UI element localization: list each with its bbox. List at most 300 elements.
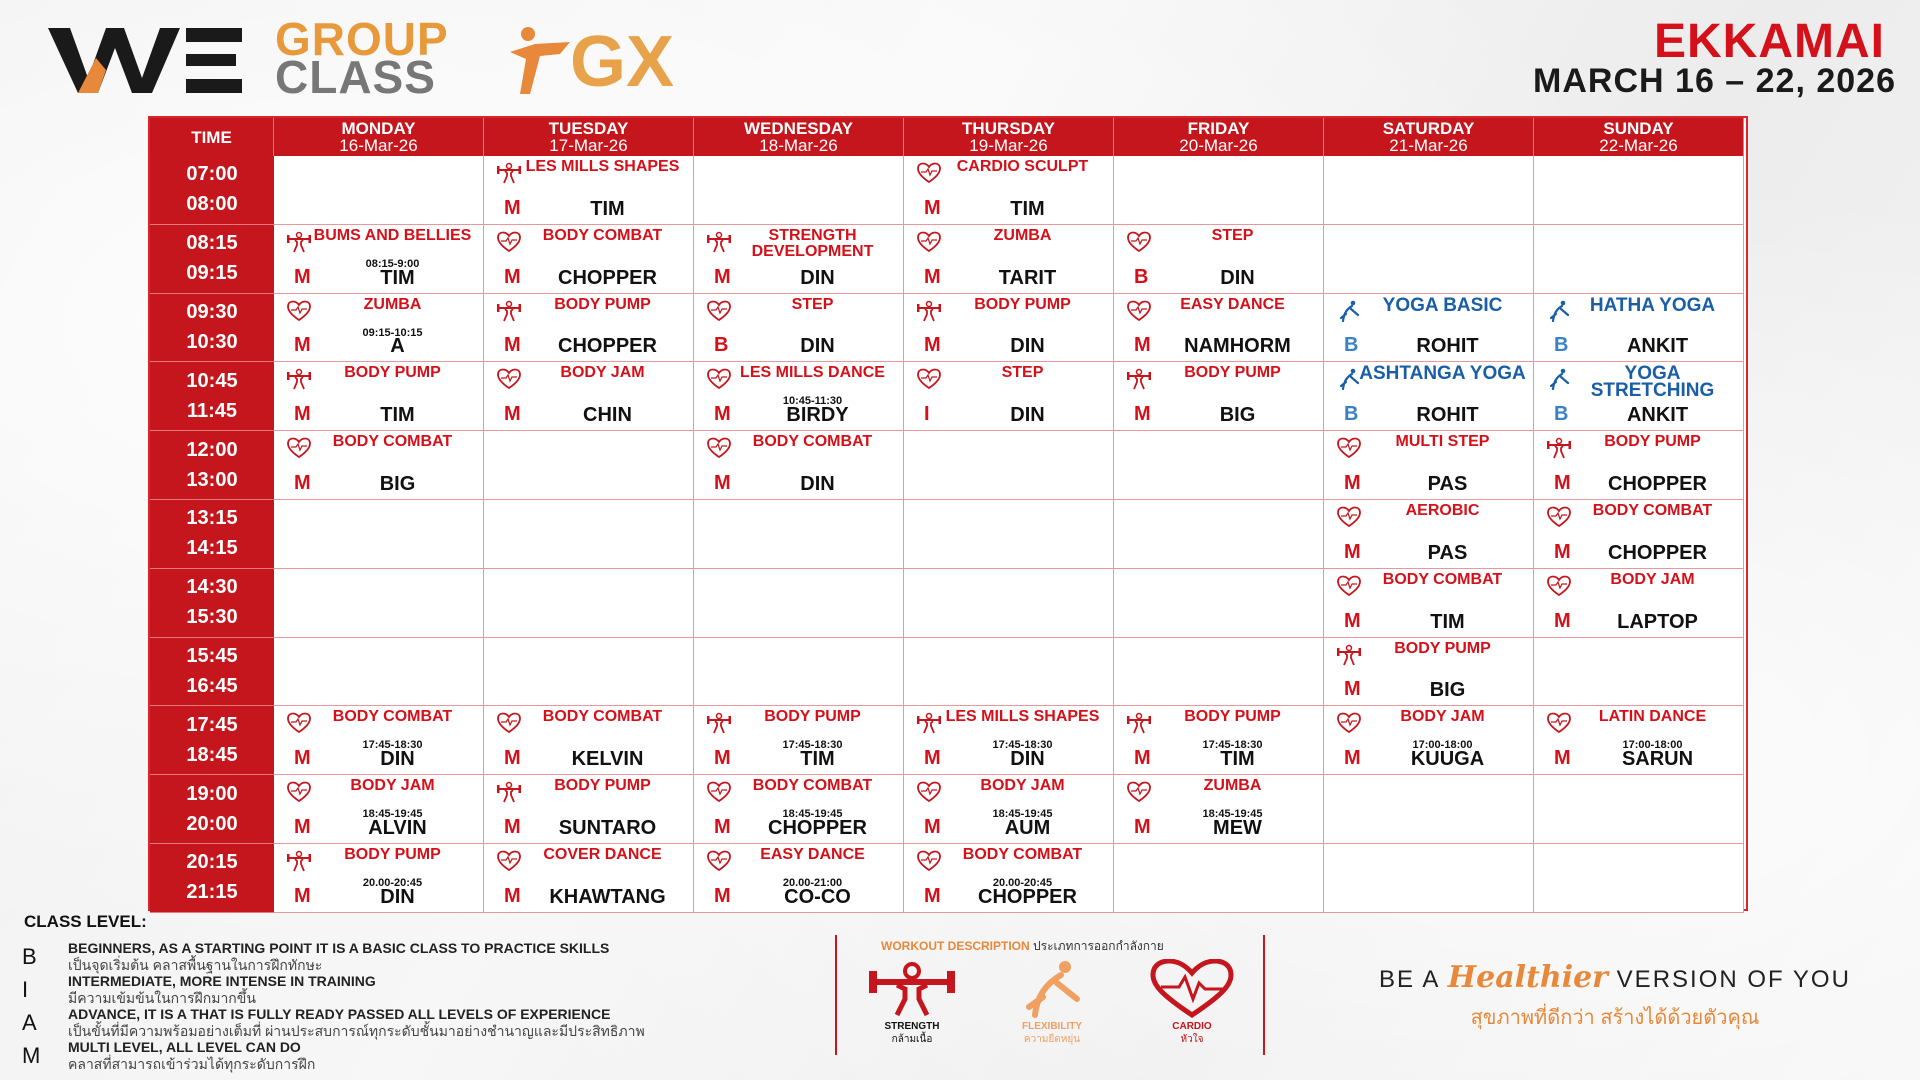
class-instructor: NAMHORM [1184, 335, 1291, 358]
class-time: 17:00-18:00 [1622, 739, 1683, 752]
class-cell[interactable] [274, 362, 484, 431]
class-level: M [924, 815, 941, 838]
level-description-th: คลาสที่สามารถเข้าร่วมได้ทุกระดับการฝึก [68, 1056, 316, 1072]
class-name: BUMS AND BELLIES [313, 226, 472, 244]
class-instructor: DIN [800, 266, 835, 289]
level-description-en: ADVANCE, IT IS A THAT IS FULLY READY PASSED ALL LEVELS OF EXPERIENCE [68, 1006, 611, 1022]
day-date: 16-Mar-26 [339, 136, 418, 155]
empty-cell [1324, 225, 1534, 294]
class-level: M [294, 334, 311, 357]
time-slot [150, 156, 274, 225]
empty-cell [694, 156, 904, 225]
class-cell[interactable] [484, 294, 694, 363]
slogan-pre: BE A [1379, 966, 1440, 993]
class-cell[interactable] [274, 844, 484, 913]
class-instructor: DIN [1010, 404, 1045, 427]
class-level: B [1344, 334, 1359, 357]
class-cell[interactable] [484, 362, 694, 431]
class-instructor: SARUN [1621, 748, 1694, 771]
class-cell[interactable] [1324, 362, 1534, 431]
class-time: 20.00-21:00 [782, 876, 843, 889]
flexibility-legend [997, 959, 1107, 1047]
class-instructor: DIN [1010, 748, 1045, 771]
empty-cell [904, 569, 1114, 638]
class-cell[interactable] [274, 431, 484, 500]
class-instructor: ALVIN [368, 816, 427, 839]
class-instructor: TIM [1220, 748, 1255, 771]
class-name: BODY COMBAT [962, 845, 1083, 863]
class-instructor: CHOPPER [768, 816, 867, 839]
time-slot [150, 225, 274, 294]
class-cell[interactable] [1114, 225, 1324, 294]
day-header [694, 118, 904, 156]
class-cell[interactable] [904, 156, 1114, 225]
time-slot [150, 294, 274, 363]
class-name: BODY COMBAT [1382, 570, 1503, 588]
slot-start-time: 17:45 [186, 713, 238, 736]
strength-icon [867, 959, 957, 1019]
empty-cell [1534, 225, 1744, 294]
class-instructor: TIM [800, 748, 835, 771]
class-name: BODY PUMP [764, 708, 861, 726]
class-cell[interactable] [1534, 362, 1744, 431]
level-description-th: มีความเข้มข้นในการฝึกมากขึ้น [68, 990, 256, 1006]
class-name: ZUMBA [363, 295, 422, 313]
empty-cell [274, 569, 484, 638]
class-cell[interactable] [1114, 294, 1324, 363]
class-cell[interactable] [274, 706, 484, 775]
workout-title-th: ประเภทการออกกำลังกาย [1033, 939, 1164, 953]
time-slot [150, 569, 274, 638]
slot-start-time: 09:30 [186, 301, 238, 324]
class-level: M [504, 884, 521, 907]
slogan [1350, 960, 1880, 1033]
day-date: 19-Mar-26 [969, 136, 1048, 155]
empty-cell [1534, 844, 1744, 913]
empty-cell [904, 638, 1114, 707]
class-instructor: CHOPPER [978, 885, 1077, 908]
class-instructor: DIN [1010, 335, 1045, 358]
class-level: M [1134, 815, 1151, 838]
empty-cell [1534, 775, 1744, 844]
class-instructor: TARIT [998, 266, 1057, 289]
class-level: M [1344, 540, 1361, 563]
class-level-title: CLASS LEVEL: [24, 912, 147, 931]
class-time: 09:15-10:15 [362, 326, 423, 339]
empty-cell [1324, 775, 1534, 844]
slot-start-time: 15:45 [186, 645, 238, 668]
slot-end-time: 13:00 [186, 468, 238, 491]
workout-description-title [881, 937, 1164, 956]
class-cell[interactable] [484, 706, 694, 775]
level-code: B [22, 944, 37, 969]
slot-start-time: 10:45 [186, 369, 238, 392]
class-name: BODY PUMP [344, 364, 441, 382]
class-instructor: KUUGA [1410, 748, 1485, 771]
class-level: M [1344, 678, 1361, 701]
class-instructor: BIG [1429, 679, 1466, 702]
empty-cell [274, 500, 484, 569]
slot-end-time: 18:45 [186, 743, 238, 766]
class-cell[interactable] [694, 844, 904, 913]
class-instructor: CHOPPER [1608, 541, 1707, 564]
class-level: B [1344, 403, 1359, 426]
class-name: BODY PUMP [554, 777, 651, 795]
class-instructor: TIM [1430, 610, 1465, 633]
class-instructor: DIN [380, 885, 415, 908]
class-instructor: DIN [380, 748, 415, 771]
we-logo-text: WE [48, 18, 50, 19]
class-level: M [1134, 403, 1151, 426]
class-name: COVER DANCE [543, 845, 662, 863]
empty-cell [484, 638, 694, 707]
time-header-label: TIME [191, 127, 232, 147]
class-instructor: PAS [1427, 472, 1468, 495]
empty-cell [1114, 500, 1324, 569]
class-instructor: TIM [1010, 197, 1045, 220]
class-level: M [924, 265, 941, 288]
class-instructor: SUNTARO [558, 816, 657, 839]
class-instructor: ROHIT [1416, 335, 1479, 358]
level-description-en: BEGINNERS, AS A STARTING POINT IT IS A BASIC CLASS TO PRACTICE SKILLS [68, 940, 610, 956]
class-instructor: CO-CO [784, 885, 851, 908]
workout-title-en: WORKOUT DESCRIPTION [881, 939, 1030, 953]
class-instructor: PAS [1427, 541, 1468, 564]
class-instructor: BIG [1219, 404, 1256, 427]
level-row [20, 1004, 820, 1037]
class-time: 17:00-18:00 [1412, 739, 1473, 752]
slot-end-time: 08:00 [186, 193, 238, 216]
class-cell[interactable] [904, 706, 1114, 775]
class-name: BODY COMBAT [332, 708, 453, 726]
class-cell[interactable] [904, 362, 1114, 431]
date-range: MARCH 16 – 22, 2026 [1533, 62, 1896, 100]
class-level: M [294, 471, 311, 494]
class-instructor: CHOPPER [1608, 472, 1707, 495]
slot-start-time: 08:15 [186, 232, 238, 255]
class-cell[interactable] [694, 431, 904, 500]
class-cell[interactable] [904, 844, 1114, 913]
class-cell[interactable] [484, 775, 694, 844]
empty-cell [274, 638, 484, 707]
class-instructor: CHIN [583, 404, 632, 427]
class-level: M [504, 403, 521, 426]
slot-end-time: 09:15 [186, 262, 238, 285]
day-name: WEDNESDAY [744, 119, 853, 138]
class-cell[interactable] [1534, 500, 1744, 569]
class-level: M [714, 403, 731, 426]
empty-cell [1534, 156, 1744, 225]
time-slot [150, 844, 274, 913]
time-header [150, 118, 274, 156]
class-level: M [1134, 747, 1151, 770]
day-name: FRIDAY [1187, 119, 1250, 138]
time-slot [150, 500, 274, 569]
class-time: 10:45-11:30 [782, 395, 843, 408]
gx-logo [500, 14, 730, 99]
day-date: 22-Mar-26 [1599, 136, 1678, 155]
empty-cell [1114, 156, 1324, 225]
class-name: BODY PUMP [974, 295, 1071, 313]
empty-cell [904, 500, 1114, 569]
time-slot [150, 638, 274, 707]
class-cell[interactable] [1324, 706, 1534, 775]
class-level: M [714, 747, 731, 770]
day-header [1114, 118, 1324, 156]
class-schedule-table [148, 116, 1748, 911]
class-time: 18:45-19:45 [1202, 808, 1263, 821]
class-name: AEROBIC [1405, 501, 1480, 519]
class-level: M [714, 265, 731, 288]
class-instructor: TIM [380, 404, 415, 427]
class-name: BODY COMBAT [332, 433, 453, 451]
level-description-th: เป็นขั้นที่มีความพร้อมอย่างเต็มที่ ผ่านประสบการณ์ทุกระดับชั้นมาอย่างชำนาญและมีประสิทธิภาพ [68, 1023, 645, 1039]
class-name: BODY PUMP [1394, 639, 1491, 657]
class-level: M [294, 884, 311, 907]
class-level: M [504, 196, 521, 219]
strength-label-en: STRENGTH [884, 1021, 940, 1032]
class-level: M [294, 747, 311, 770]
time-slot [150, 362, 274, 431]
class-time: 17:45-18:30 [362, 739, 423, 752]
level-row [20, 938, 820, 971]
flexibility-icon [1007, 959, 1097, 1019]
empty-cell [694, 638, 904, 707]
class-name: BODY COMBAT [752, 433, 873, 451]
empty-cell [1324, 156, 1534, 225]
class-instructor: TIM [590, 197, 625, 220]
level-description-en: INTERMEDIATE, MORE INTENSE IN TRAINING [68, 973, 376, 989]
cardio-icon [1147, 959, 1237, 1019]
class-name: STEP [791, 295, 834, 313]
class-cell[interactable] [694, 225, 904, 294]
class-name: BODY COMBAT [1592, 501, 1713, 519]
slot-start-time: 07:00 [186, 163, 238, 186]
class-instructor: ANKIT [1626, 335, 1689, 358]
class-cell[interactable] [904, 225, 1114, 294]
empty-cell [484, 569, 694, 638]
strength-legend [857, 959, 967, 1047]
flexibility-label-en: FLEXIBILITY [1022, 1021, 1082, 1032]
slot-end-time: 15:30 [186, 606, 238, 629]
class-cell[interactable] [484, 156, 694, 225]
class-level: M [294, 265, 311, 288]
day-header [1534, 118, 1744, 156]
location-title: EKKAMAI [1654, 15, 1885, 68]
time-slot [150, 706, 274, 775]
class-name: CARDIO SCULPT [956, 158, 1089, 175]
brand-group-class [275, 13, 449, 103]
slot-end-time: 11:45 [186, 399, 238, 422]
class-name: MULTI STEP [1395, 433, 1490, 451]
class-instructor: AUM [1004, 816, 1051, 839]
day-name: MONDAY [341, 119, 416, 138]
day-header [484, 118, 694, 156]
day-date: 17-Mar-26 [549, 136, 628, 155]
cardio-label-th: หัวใจ [1180, 1034, 1204, 1045]
class-level: M [504, 747, 521, 770]
class-cell[interactable] [1324, 500, 1534, 569]
class-level: M [1554, 609, 1571, 632]
class-cell[interactable] [1324, 569, 1534, 638]
class-instructor: BIRDY [786, 404, 849, 427]
empty-cell [1114, 431, 1324, 500]
class-cell[interactable] [1324, 638, 1534, 707]
class-instructor: ANKIT [1626, 404, 1689, 427]
empty-cell [274, 156, 484, 225]
class-instructor: KHAWTANG [549, 885, 666, 908]
class-level: M [924, 884, 941, 907]
slot-start-time: 14:30 [186, 576, 238, 599]
class-name: BODY JAM [560, 364, 645, 382]
class-name: HATHA YOGA [1589, 294, 1716, 316]
class-level: M [504, 265, 521, 288]
empty-cell [484, 431, 694, 500]
class-name: ASHTANGA YOGA [1359, 363, 1526, 385]
class-cell[interactable] [1534, 569, 1744, 638]
class-level: I [924, 403, 930, 426]
time-slot [150, 431, 274, 500]
empty-cell [1324, 844, 1534, 913]
slot-end-time: 20:00 [186, 812, 238, 835]
workout-description [835, 935, 1265, 1055]
class-cell[interactable] [1324, 294, 1534, 363]
class-cell[interactable] [484, 844, 694, 913]
class-name: ZUMBA [993, 226, 1052, 244]
class-level: B [1134, 265, 1149, 288]
day-header [904, 118, 1114, 156]
class-cell[interactable] [694, 706, 904, 775]
class-name: STEP [1211, 226, 1254, 244]
class-instructor: CHOPPER [558, 335, 657, 358]
slogan-post: VERSION OF YOU [1616, 966, 1851, 993]
class-level: M [1554, 747, 1571, 770]
class-time: 18:45-19:45 [782, 808, 843, 821]
class-name: BODY PUMP [554, 295, 651, 313]
day-header [1324, 118, 1534, 156]
strength-label-th: กล้ามเนื้อ [891, 1034, 933, 1045]
class-instructor: MEW [1213, 816, 1262, 839]
empty-cell [1114, 569, 1324, 638]
empty-cell [1534, 638, 1744, 707]
class-name: BODY PUMP [1184, 708, 1281, 726]
day-date: 20-Mar-26 [1179, 136, 1258, 155]
class-cell[interactable] [274, 294, 484, 363]
level-description-en: MULTI LEVEL, ALL LEVEL CAN DO [68, 1039, 301, 1055]
empty-cell [1114, 638, 1324, 707]
class-cell[interactable] [1324, 431, 1534, 500]
class-cell[interactable] [904, 775, 1114, 844]
level-row [20, 971, 820, 1004]
class-name: ZUMBA [1203, 777, 1262, 795]
class-cell[interactable] [484, 225, 694, 294]
class-level: M [504, 815, 521, 838]
class-cell[interactable] [694, 362, 904, 431]
class-name: YOGA BASIC [1382, 294, 1503, 316]
class-instructor: A [390, 335, 405, 358]
empty-cell [904, 431, 1114, 500]
class-cell[interactable] [1114, 706, 1324, 775]
class-level: B [714, 334, 729, 357]
class-level: M [1134, 334, 1151, 357]
class-name: EASY DANCE [760, 845, 865, 863]
we-logo [48, 18, 248, 98]
class-name: BODY JAM [980, 777, 1065, 795]
class-time: 17:45-18:30 [992, 739, 1053, 752]
class-name: BODY PUMP [1184, 364, 1281, 382]
slogan-highlight: Healthier [1447, 960, 1608, 995]
class-name: BODY COMBAT [542, 226, 663, 244]
cardio-legend [1137, 959, 1247, 1047]
class-time: 18:45-19:45 [992, 808, 1053, 821]
slot-end-time: 10:30 [186, 330, 238, 353]
class-cell[interactable] [1534, 294, 1744, 363]
class-level: M [924, 747, 941, 770]
class-level: M [1554, 471, 1571, 494]
day-date: 21-Mar-26 [1389, 136, 1468, 155]
class-level: M [504, 334, 521, 357]
brand-line2: CLASS [275, 51, 436, 103]
class-level: B [1554, 334, 1569, 357]
class-level-legend [20, 912, 820, 1070]
class-time: 08:15-9:00 [365, 257, 420, 270]
class-name: EASY DANCE [1180, 295, 1285, 313]
class-name: BODY COMBAT [542, 708, 663, 726]
class-cell[interactable] [274, 775, 484, 844]
class-level: M [924, 334, 941, 357]
class-level: M [1344, 609, 1361, 632]
class-name: BODY JAM [350, 777, 435, 795]
class-level: M [1554, 540, 1571, 563]
level-code: A [22, 1010, 37, 1035]
class-cell[interactable] [694, 775, 904, 844]
class-cell[interactable] [694, 294, 904, 363]
class-cell[interactable] [1114, 362, 1324, 431]
class-name: BODY PUMP [1604, 433, 1701, 451]
class-instructor: DIN [800, 335, 835, 358]
class-level: M [714, 815, 731, 838]
level-row [20, 1037, 820, 1070]
class-level: M [714, 471, 731, 494]
day-date: 18-Mar-26 [759, 136, 838, 155]
class-cell[interactable] [1534, 706, 1744, 775]
class-cell[interactable] [274, 225, 484, 294]
class-name: BODY JAM [1610, 570, 1695, 588]
class-cell[interactable] [1534, 431, 1744, 500]
slot-start-time: 12:00 [186, 438, 238, 461]
empty-cell [484, 500, 694, 569]
slot-start-time: 13:15 [186, 507, 238, 530]
empty-cell [694, 569, 904, 638]
class-level: M [294, 403, 311, 426]
class-cell[interactable] [904, 294, 1114, 363]
class-instructor: TIM [380, 266, 415, 289]
class-name: LES MILLS SHAPES [945, 708, 1100, 726]
class-level: M [294, 815, 311, 838]
class-level: M [1344, 747, 1361, 770]
empty-cell [1114, 844, 1324, 913]
class-level: M [1344, 471, 1361, 494]
level-description-th: เป็นจุดเริ่มต้น คลาสพื้นฐานในการฝึกทักษะ [68, 957, 323, 973]
day-header [274, 118, 484, 156]
class-instructor: CHOPPER [558, 266, 657, 289]
day-name: THURSDAY [962, 119, 1055, 138]
time-slot [150, 775, 274, 844]
class-cell[interactable] [1114, 775, 1324, 844]
class-name: YOGA STRETCHING [1590, 363, 1715, 402]
empty-cell [694, 500, 904, 569]
class-level: M [924, 196, 941, 219]
